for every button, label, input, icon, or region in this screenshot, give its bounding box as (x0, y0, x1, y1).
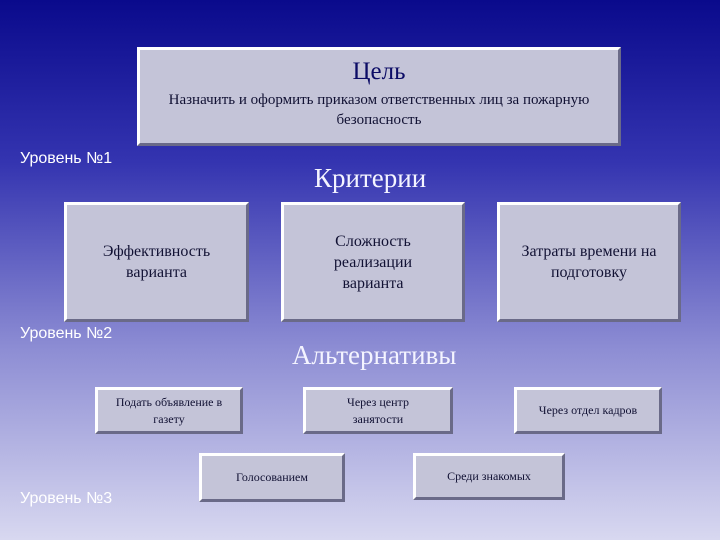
alternative-label: Среди знакомых (447, 469, 531, 483)
alternative-box-voting (199, 453, 345, 502)
alternative-label: Подать объявление в газету (115, 394, 223, 426)
goal-box (137, 47, 621, 146)
criterion-box-complexity (281, 202, 465, 322)
goal-title: Цель (352, 58, 406, 85)
criterion-label: Затраты времени на подготовку (521, 243, 657, 281)
level-3-label: Уровень №3 (20, 490, 113, 507)
criterion-box-time (497, 202, 681, 322)
criterion-label: Сложность реализации варианта (333, 232, 413, 292)
alternatives-heading: Альтернативы (292, 340, 457, 370)
criterion-label: Эффективность варианта (102, 243, 211, 281)
criterion-box-efficiency (64, 202, 249, 322)
alternative-box-employment-center (303, 387, 453, 434)
level-1-label: Уровень №1 (20, 150, 113, 167)
alternative-label: Голосованием (236, 470, 308, 484)
alternative-box-acquaintances (413, 453, 565, 500)
goal-text: Назначить и оформить приказом ответственных лиц за пожарную безопасность (168, 92, 590, 128)
alternative-box-hr-department (514, 387, 662, 434)
alternative-label: Через центр занятости (347, 394, 409, 426)
alternative-box-newspaper (95, 387, 243, 434)
level-2-label: Уровень №2 (20, 325, 113, 342)
criteria-heading: Критерии (314, 163, 427, 193)
alternative-label: Через отдел кадров (538, 403, 638, 417)
